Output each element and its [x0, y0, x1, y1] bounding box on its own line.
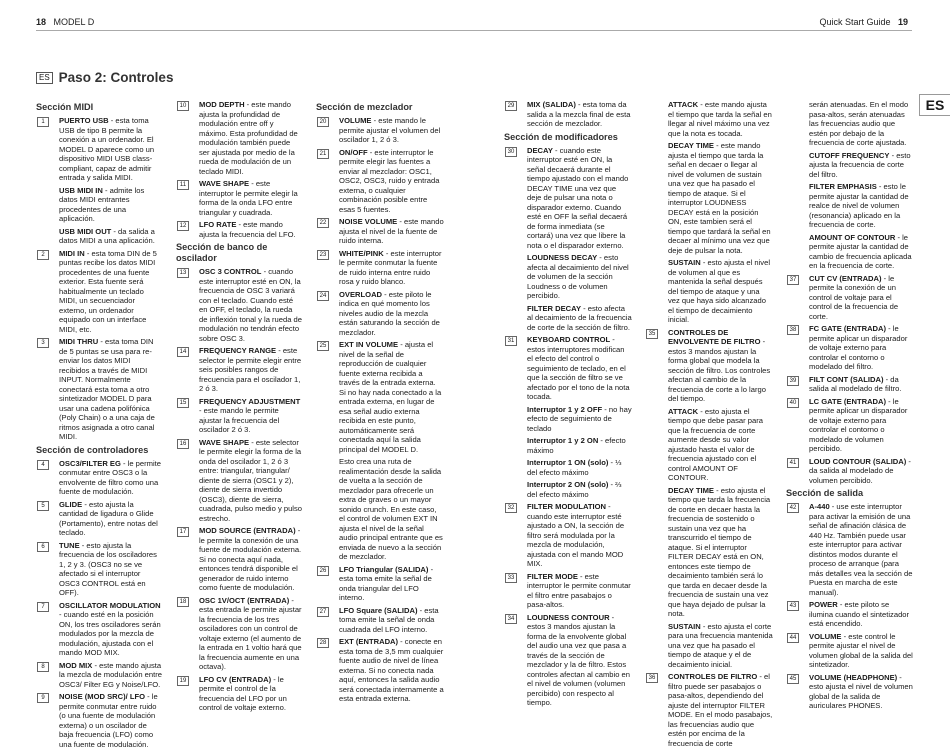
- control-text: - le permite el control de la frecuencia del LFO por un control de voltaje externo.: [199, 674, 287, 712]
- control-name: FREQUENCY ADJUSTMENT: [199, 396, 301, 406]
- control-text: - da salida al modelado de volumen percibido.: [809, 456, 911, 485]
- control-description: [316, 148, 444, 215]
- control-name: DECAY TIME: [668, 141, 714, 150]
- control-name: AMOUNT OF CONTOUR: [809, 232, 896, 242]
- control-text: - ajusta el nivel de la señal de reproducción de cualquier fuente externa recibida a través de la entrada externa. Si no hay nada conectado a la entrada externa, en lugar de esa señal audio externa recibida en este punto, automáticamente será conectada aquí la salida principal del MODEL D.: [339, 340, 442, 454]
- control-text: - esto ajusta la cantidad de ligadura o Glide (Portamento), entre notas del teclado.: [59, 499, 158, 537]
- control-text: - le permite conmutar entre OSC3 o la envolvente de filtro como una fuente de modulación.: [59, 458, 161, 496]
- text-column-2: [176, 100, 302, 716]
- sub-description: [645, 407, 773, 483]
- control-name: WAVE SHAPE: [199, 179, 250, 188]
- item-number-badge: 27: [317, 607, 329, 617]
- control-name: USB MIDI OUT: [59, 226, 112, 236]
- control-text: - da salida a datos MIDI a una aplicación.: [59, 226, 155, 245]
- control-name: EXT (ENTRADA): [339, 637, 399, 646]
- item-number-badge: 42: [787, 503, 799, 513]
- item-number-badge: 39: [787, 376, 799, 386]
- item-number-badge: 43: [787, 601, 799, 611]
- control-text: - da salida al modelado de filtro.: [809, 374, 902, 393]
- item-number-badge: 26: [317, 566, 329, 576]
- control-description: [786, 324, 914, 372]
- control-text: - este interruptor le permite conmutar el filtro entre pasabajos o pasa-altos.: [527, 571, 631, 609]
- control-name: FILTER MODE: [527, 571, 578, 581]
- control-description: [36, 541, 162, 598]
- control-description: [176, 220, 302, 239]
- sub-description: [36, 186, 162, 224]
- text-column-3: [316, 100, 444, 707]
- header-left: [36, 17, 94, 27]
- control-description: [36, 692, 162, 749]
- text-column-1: [36, 100, 162, 752]
- control-name: LFO RATE: [199, 220, 237, 229]
- control-name: MOD SOURCE (ENTRADA): [199, 526, 296, 535]
- control-name: Interruptor 1 y 2 ON: [527, 436, 599, 445]
- control-text: - ⅓ del efecto máximo: [527, 458, 622, 477]
- control-description: [36, 116, 162, 183]
- control-text: - esto ajusta el nivel de volumen al que es mantenida la señal después del tiempo de ataque y una vez que haya sido alcanzado el tiempo de decaimiento inicial.: [668, 258, 771, 324]
- page-number-right: 19: [897, 17, 908, 27]
- control-name: MOD MIX: [59, 660, 93, 670]
- item-number-badge: 25: [317, 341, 329, 351]
- control-name: Interruptor 2 ON (solo): [527, 480, 609, 489]
- sub-description: [504, 405, 632, 434]
- section-subheading: Sección de mezclador: [316, 102, 413, 112]
- control-text: - esta toma USB de tipo B permite la conexión a un ordenador. El MODEL D aparece como un dispositivo MIDI USB class-compliant, capaz de admitir entrada y salida MIDI.: [59, 116, 155, 182]
- control-description: [316, 217, 444, 246]
- control-name: LOUDNESS CONTOUR: [527, 612, 610, 622]
- control-description: [786, 673, 914, 711]
- control-name: PUERTO USB: [59, 116, 109, 125]
- control-text: - este mando le permite ajustar la frecuencia del oscilador 2 ó 3.: [199, 406, 280, 434]
- control-description: [786, 457, 914, 486]
- control-text: - esta entrada le permite ajustar la frecuencia de los tres osciladores con un control de voltaje externo (el aumento de la entrada en 1 voltio hará que la frecuencia aumente en una octava).: [199, 595, 302, 671]
- control-description: [645, 328, 773, 404]
- section-heading: [36, 70, 173, 85]
- page-number-left: 18: [36, 17, 47, 27]
- control-text: - esta toma emite la señal de onda cuadrada del LFO interno.: [339, 605, 439, 634]
- control-text: - esto ajusta el tiempo que tarda la frecuencia de corte en decaer hasta la frecuencia de sostenido o sustain una vez que ha transcurrido el tiempo de ataque. Si el interruptor FILTER DECAY está en ON, entonces este tiempo de decaimiento también será lo que tarda en decaer desde la frecuencia de sustain una vez que haya dejado de pulsar la nota.: [668, 485, 771, 618]
- control-description: [176, 526, 302, 593]
- control-name: CUTOFF FREQUENCY: [809, 150, 890, 160]
- item-number-badge: 32: [505, 503, 517, 513]
- sub-description: [36, 227, 162, 246]
- item-number-badge: 22: [317, 218, 329, 228]
- control-name: FC GATE (ENTRADA): [809, 324, 887, 333]
- item-number-badge: 7: [37, 602, 49, 612]
- control-text: - esta toma DIN de 5 puntas recibe los datos MIDI procedentes de una fuente exterior. Esta fuente será habitualmente un teclado MIDI, un secuenciador externo, un ordenador equipado con un interface MIDI, etc.: [59, 248, 157, 334]
- control-name: LOUD CONTOUR (SALIDA): [809, 456, 907, 466]
- control-text: - esto ajusta el corte para una frecuencia mantenida una vez que ha pasado el tiempo de ataque y el de decaimiento inicial.: [668, 621, 773, 669]
- control-name: FILT CONT (SALIDA): [809, 374, 884, 384]
- control-text: - le permite la conexión de un control de voltaje para el control de la frecuencia de corte.: [809, 273, 899, 321]
- continuation-paragraph: serán atenuadas. En el modo pasa-altos, serán atenuadas las frecuencias audio que estén por debajo de la frecuencia de corte ajustada.: [809, 100, 909, 147]
- control-name: WHITE/PINK: [339, 248, 384, 258]
- control-description: [316, 565, 444, 603]
- item-number-badge: 2: [37, 250, 49, 260]
- control-text: - admite los datos MIDI entrantes procedentes de una aplicación.: [59, 185, 145, 223]
- sub-description: [786, 182, 914, 230]
- control-description: [316, 249, 444, 287]
- control-text: - este selector le permite elegir la forma de la onda del oscilador 1, 2 ó 3 entre: triangular, triangular/ diente de sierra (OSC1 y 2), diente de sierra invertido (OSC3), diente de sierra, cuadrada, pulso medio y pulso estrecho.: [199, 437, 303, 523]
- control-name: LFO Triangular (SALIDA): [339, 564, 429, 574]
- control-name: MIDI IN: [59, 248, 85, 258]
- control-name: NOISE VOLUME: [339, 217, 398, 226]
- item-number-badge: 37: [787, 275, 799, 285]
- control-description: [504, 146, 632, 251]
- item-number-badge: 16: [177, 439, 189, 449]
- item-number-badge: 3: [37, 338, 49, 348]
- section-subheading: Sección de banco de oscilador: [176, 242, 268, 263]
- control-name: DECAY TIME: [668, 485, 714, 495]
- item-number-badge: 40: [787, 398, 799, 408]
- control-text: - cuando esté en la posición ON, los tres osciladores serán modulados por la mezcla de modulación, ajustada con el mando MOD MIX.: [59, 610, 161, 657]
- control-text: - este selector le permite elegir entre seis posibles rangos de frecuencia para el oscilador 1, 2 ó 3.: [199, 346, 302, 393]
- section-subheading: Sección de salida: [786, 488, 864, 498]
- control-description: [316, 290, 444, 338]
- control-name: WAVE SHAPE: [199, 437, 250, 447]
- sub-description: [645, 258, 773, 325]
- control-name: LC GATE (ENTRADA): [809, 396, 887, 406]
- control-name: LOUDNESS DECAY: [527, 253, 598, 262]
- control-description: [786, 632, 914, 670]
- control-text: - este interruptor le permite conmutar la fuente de ruido interna entre ruido rosa y ruido blanco.: [339, 248, 442, 286]
- control-text: - este mando ajusta la profundidad de modulación entre off y máximo. Esta profundidad de modulación también puede ser ajustada por medio de la rueda de modulación de un teclado MIDI.: [199, 100, 298, 176]
- control-text: - le permite la conexión de una fuente de modulación externa. Si no conecta aquí nada, entonces tendrá disponible el generador de ruido interno como fuente de modulación.: [199, 526, 302, 592]
- item-number-badge: 31: [505, 336, 517, 346]
- sub-description: [504, 480, 632, 499]
- control-name: A-440: [809, 502, 830, 511]
- control-name: SUSTAIN: [668, 258, 701, 267]
- control-name: FILTER MODULATION: [527, 502, 607, 511]
- control-text: - este mando ajusta el tiempo que tarda la señal en decaer o llegar al nivel de volumen de sustain una vez que ha pasado el tiempo de ataque. Si el interruptor LOUDNESS DECAY está en la posición ON, este tambien será el tiempo que tardará la señal en decaer al mínimo una vez que deje de pulsar la nota.: [668, 141, 771, 255]
- sub-description: [645, 141, 773, 255]
- item-number-badge: 30: [505, 147, 517, 157]
- control-name: Interruptor 1 ON (solo): [527, 458, 609, 467]
- item-number-badge: 11: [177, 180, 189, 190]
- text-column-6: [786, 100, 914, 714]
- item-number-badge: 12: [177, 221, 189, 231]
- item-number-badge: 34: [505, 614, 517, 624]
- item-number-badge: 14: [177, 347, 189, 357]
- control-text: - este interruptor le permite elegir las fuentes a enviar al mezclador: OSC1, OSC2, OSC3, ruido y entrada externa, o cualquier combinación posible entre esas 5 fuentes.: [339, 147, 440, 214]
- control-text: - esto ajusta la frecuencia de los osciladores 1, 2 y 3. (OSC3 no se ve afectado si el interruptor OSC3 CONTROL está en OFF).: [59, 540, 157, 597]
- control-name: GLIDE: [59, 499, 83, 509]
- control-description: [176, 100, 302, 176]
- control-text: - cuando este interruptor esté ajustado a ON, la sección de filtro será modulada por la mezcla de modulación, ajustada con el mando MOD MIX.: [527, 502, 625, 568]
- continuation-paragraph: Esto crea una ruta de realimentación desde la salida de vuelta a la sección de mezclador para ofrecerle un extra de graves o un mayor sonido crunch. En este caso, el control de volumen EXT IN ajusta el nivel de la señal audio principal entrante que es enviada de nuevo a la sección de mezclador.: [339, 457, 443, 561]
- sub-description: [645, 622, 773, 670]
- section-subheading: Sección de controladores: [36, 444, 149, 455]
- item-number-badge: 23: [317, 250, 329, 260]
- control-description: [176, 438, 302, 524]
- control-name: OSC 3 CONTROL: [199, 267, 262, 276]
- control-text: - este piloto le indica en qué momento los niveles audio de la mezcla están saturando la sección de mezclador.: [339, 289, 440, 337]
- control-name: VOLUME: [809, 631, 842, 641]
- control-text: - este mando ajusta la mezcla de modulación entre OSC3/ Filter EG y Noise/LFO.: [59, 660, 162, 689]
- control-description: [36, 500, 162, 538]
- item-number-badge: 29: [505, 101, 517, 111]
- sub-description: [504, 458, 632, 477]
- item-number-badge: 8: [37, 662, 49, 672]
- item-number-badge: 13: [177, 268, 189, 278]
- item-number-badge: 5: [37, 501, 49, 511]
- control-text: - conecte en esta toma de 3,5 mm cualquier fuente audio de nivel de línea externa. Si no conecta nada aquí, entonces la salida audio será conectada internamente a esta entrada externa.: [339, 637, 444, 703]
- control-description: [176, 596, 302, 672]
- control-name: VOLUME: [339, 116, 372, 125]
- control-text: - estos 3 mandos ajustan la forma de la envolvente global del audio una vez que pasa a través de la sección de mezclador y la de filtro. Estos controles afectan al cambio en el nivel de volumen (volumen percibido) con respecto al tiempo.: [527, 612, 630, 707]
- control-name: LFO Square (SALIDA): [339, 605, 418, 615]
- item-number-badge: 21: [317, 149, 329, 159]
- control-description: [316, 340, 444, 454]
- control-name: VOLUME (HEADPHONE): [809, 672, 898, 682]
- item-number-badge: 6: [37, 542, 49, 552]
- control-text: - le permite conmutar entre ruido (o una fuente de modulación externa) o un oscilador de baja frecuencia (LFO) como una fuente de modulación.: [59, 692, 158, 749]
- control-description: [36, 601, 162, 658]
- control-name: MIX (SALIDA): [527, 100, 576, 109]
- item-number-badge: 24: [317, 291, 329, 301]
- control-name: USB MIDI IN: [59, 185, 103, 195]
- control-text: - este mando ajusta el tiempo que tarda la señal en llegar al nivel máximo una vez que la nota es tocada.: [668, 100, 772, 138]
- control-description: [504, 100, 632, 129]
- control-text: - este interruptor le permite elegir la forma de la onda LFO entre triangular y cuadrada.: [199, 179, 298, 217]
- control-description: [786, 274, 914, 322]
- control-name: LFO CV (ENTRADA): [199, 674, 272, 684]
- control-description: [36, 249, 162, 335]
- item-number-badge: 15: [177, 398, 189, 408]
- control-name: FILTER EMPHASIS: [809, 182, 877, 191]
- item-number-badge: 20: [317, 117, 329, 127]
- control-name: MOD DEPTH: [199, 100, 245, 109]
- control-text: - ⅔ del efecto máximo: [527, 480, 622, 499]
- control-name: POWER: [809, 600, 838, 609]
- control-description: [176, 267, 302, 343]
- control-text: - estos 3 mandos ajustan la forma global que modela la sección de filtro. Los controles afectan al cambio de la frecuencia de corte a lo largo del tiempo.: [668, 337, 771, 403]
- control-text: - el filtro puede ser pasabajos o pasa-altos, dependiendo del ajuste del interruptor FILTER MODE. En el modo pasabajos, las frecuencias audio que estén por encima de la frecuencia de corte: [668, 672, 773, 748]
- control-text: - este control le permite ajustar el nivel de volumen global de la salida del sintetizador.: [809, 631, 913, 669]
- control-description: [504, 502, 632, 569]
- control-name: OSCILLATOR MODULATION: [59, 600, 161, 610]
- language-tab: ES: [919, 94, 950, 116]
- control-description: [36, 337, 162, 442]
- control-description: [176, 397, 302, 435]
- sub-description: [645, 486, 773, 619]
- sub-description: [504, 304, 632, 333]
- control-name: EXT IN VOLUME: [339, 340, 399, 349]
- control-text: - cuando este interruptor esté en ON, la señal decaerá durante el tiempo ajustado con el mando DECAY TIME una vez que deje de pulsar una nota o disparador externo. Cuando esté en OFF la señal decaerá de forma inmediata (se cortará) una vez que libere la nota o el disparador externo.: [527, 145, 629, 250]
- control-text: - esto ajusta el tiempo que debe pasar para que la frecuencia de corte aumente desde su valor ajustado hasta el valor de frecuencia ajustado con el control AMOUNT OF CONTOUR.: [668, 406, 763, 482]
- control-name: ATTACK: [668, 406, 699, 416]
- control-description: [176, 346, 302, 394]
- control-name: ATTACK: [668, 100, 699, 109]
- item-number-badge: 4: [37, 460, 49, 470]
- control-description: [36, 459, 162, 497]
- control-text: - esta toma da salida a la mezcla final de esta sección de mezclador.: [527, 100, 631, 128]
- control-description: [316, 637, 444, 704]
- control-text: - esto afecta al decaimiento de la frecuencia de corte de la sección de filtro.: [527, 303, 632, 332]
- section-subheading: Sección MIDI: [36, 102, 94, 112]
- item-number-badge: 10: [177, 101, 189, 111]
- control-text: - este piloto se ilumina cuando el sintetizador está encendido.: [809, 600, 910, 628]
- control-name: OVERLOAD: [339, 289, 383, 299]
- control-name: FREQUENCY RANGE: [199, 346, 277, 355]
- item-number-badge: 44: [787, 633, 799, 643]
- item-number-badge: 28: [317, 638, 329, 648]
- page-title: Paso 2: Controles: [58, 70, 174, 85]
- control-name: Interruptor 1 y 2 OFF: [527, 404, 603, 414]
- control-name: FILTER DECAY: [527, 303, 582, 313]
- item-number-badge: 9: [37, 693, 49, 703]
- control-description: [176, 179, 302, 217]
- control-description: [176, 675, 302, 713]
- header-model-title: MODEL D: [53, 17, 95, 27]
- control-text: - cuando este interruptor esté en ON, la frecuencia de OSC 3 variará con el teclado. Cuando esté en OFF, el teclado, la rueda de inflexión tonal y la rueda de modulación no tendrán efecto sobre OSC 3.: [199, 267, 303, 343]
- item-number-badge: 41: [787, 458, 799, 468]
- control-name: CUT CV (ENTRADA): [809, 273, 882, 283]
- sub-description: [786, 151, 914, 180]
- control-name: MIDI THRU: [59, 337, 99, 346]
- sub-description: [504, 436, 632, 455]
- control-description: [786, 502, 914, 597]
- item-number-badge: 35: [646, 329, 658, 339]
- control-name: KEYBOARD CONTROL: [527, 335, 611, 344]
- control-name: OSC 1V/OCT (ENTRADA): [199, 595, 290, 605]
- item-number-badge: 36: [646, 673, 658, 683]
- control-text: - le permite aplicar un disparador de voltaje externo para controlar el contorno o modelado de volumen percibido.: [809, 396, 908, 453]
- text-column-4: [504, 100, 632, 711]
- control-description: [504, 335, 632, 402]
- control-text: - esto afecta al decaimiento del nivel de volumen de la sección Loudness o de volumen percibido.: [527, 253, 629, 300]
- control-text: - use este interruptor para activar la emisión de una señal de afinación clásica de 440 Hz. También puede usar este interruptor para activar distintos modos durante el proceso de arranque (para más detalles vea la sección de Puesta en marcha de este manual).: [809, 502, 913, 597]
- control-text: - esto ajusta la frecuencia de corte del filtro.: [809, 150, 911, 179]
- item-number-badge: 17: [177, 527, 189, 537]
- text-column-5: [645, 100, 773, 751]
- control-text: - le permite ajustar la cantidad de cambio de frecuencia aplicada en la frecuencia de corte.: [809, 232, 912, 270]
- control-name: TUNE: [59, 540, 80, 550]
- item-number-badge: 1: [37, 117, 49, 127]
- section-subheading: Sección de modificadores: [504, 131, 618, 142]
- item-number-badge: 33: [505, 573, 517, 583]
- item-number-badge: 45: [787, 674, 799, 684]
- control-text: - este mando le permite ajustar el volumen del oscilador 1, 2 ó 3.: [339, 116, 441, 144]
- control-name: OSC3/FILTER EG: [59, 458, 121, 468]
- control-text: - le permite aplicar un disparador de voltaje externo para controlar el contorno o modelado del filtro.: [809, 324, 908, 371]
- control-text: - este mando ajusta la frecuencia del LFO.: [199, 220, 296, 239]
- header-guide-title: Quick Start Guide: [819, 17, 891, 27]
- control-name: DECAY: [527, 145, 553, 155]
- control-text: - esta toma emite la señal de onda triangular del LFO interno.: [339, 564, 434, 602]
- control-description: [316, 606, 444, 635]
- sub-description: [504, 253, 632, 301]
- control-name: CONTROLES DE ENVOLVENTE DE FILTRO: [668, 327, 761, 346]
- control-name: NOISE (MOD SRC)/ LFO: [59, 692, 146, 701]
- control-description: [786, 375, 914, 394]
- control-description: [504, 572, 632, 610]
- control-text: - esto le permite ajustar la cantidad de realce de nivel de volumen (resonancia) aplicado en la frecuencia de corte.: [809, 182, 909, 229]
- header-divider: [36, 30, 912, 31]
- control-description: [316, 116, 444, 145]
- control-text: - no hay efecto de seguimiento de teclado: [527, 404, 632, 433]
- control-text: - este mando ajusta el nivel de la fuente de ruido interna.: [339, 217, 444, 245]
- language-box: ES: [36, 72, 53, 84]
- item-number-badge: 19: [177, 676, 189, 686]
- control-name: CONTROLES DE FILTRO: [668, 672, 758, 681]
- header-right: [819, 17, 908, 27]
- control-text: - esta toma DIN de 5 puntas se usa para re-enviar los datos MIDI recibidos a través de MIDI INPUT. Normalmente conectará esta toma a otro sintetizador MODEL D para usar una cadena polifónica (Poly Chain) o a una caja de ritmos asignada a otro canal MIDI.: [59, 337, 155, 441]
- control-description: [786, 600, 914, 629]
- control-text: - esto ajusta el nivel de volumen global de la salida de auriculares PHONES.: [809, 672, 913, 710]
- control-name: ON/OFF: [339, 147, 368, 157]
- sub-description: [645, 100, 773, 138]
- control-text: - estos interruptores modifican el efecto del control o seguimiento de teclado, en el que la sección de filtro se ve afectado por el tono de la nota tocada.: [527, 335, 630, 401]
- control-text: - efecto máximo: [527, 436, 626, 455]
- control-description: [504, 613, 632, 708]
- control-name: SUSTAIN: [668, 621, 701, 631]
- item-number-badge: 38: [787, 325, 799, 335]
- control-description: [645, 672, 773, 748]
- control-description: [36, 661, 162, 690]
- item-number-badge: 18: [177, 597, 189, 607]
- sub-description: [786, 233, 914, 271]
- control-description: [786, 397, 914, 454]
